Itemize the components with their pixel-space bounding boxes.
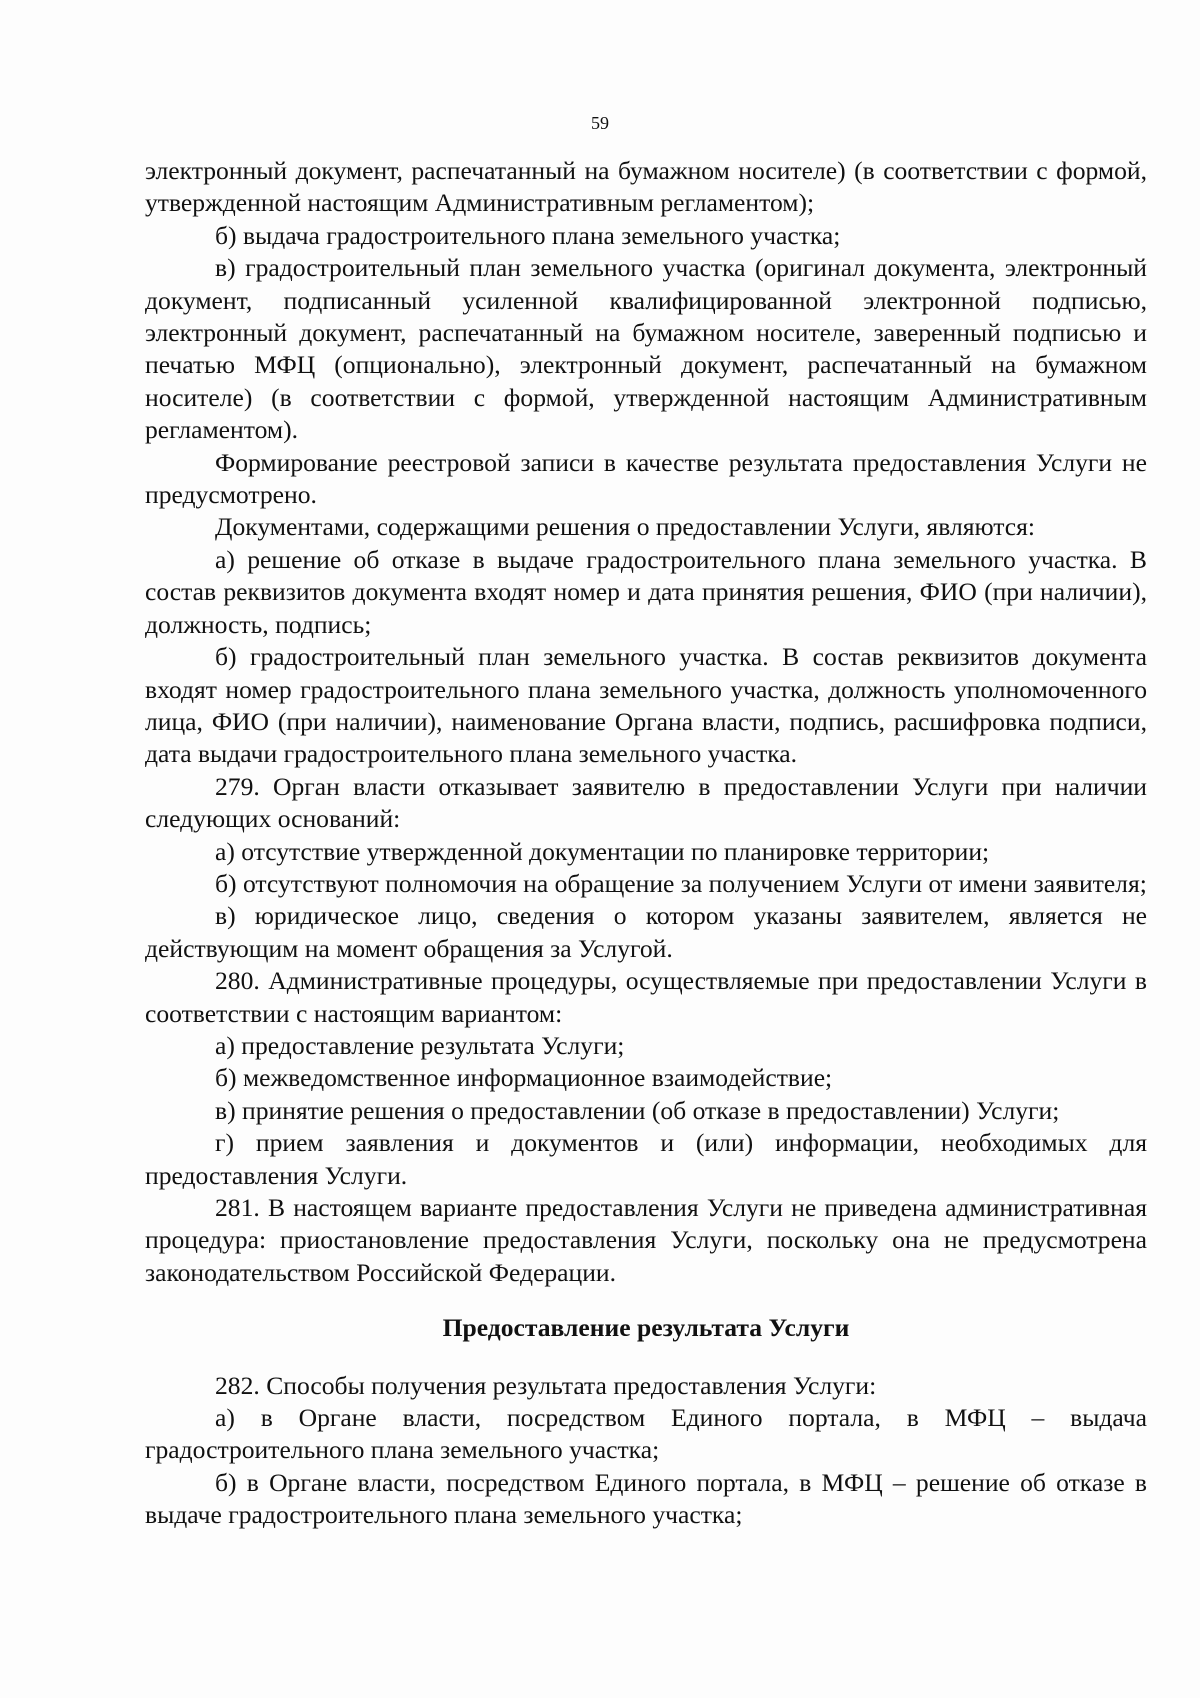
paragraph: г) прием заявления и документов и (или) информации, необходимых для предоставления Услуги.	[145, 1128, 1147, 1190]
paragraph: 282. Способы получения результата предоставления Услуги:	[215, 1370, 877, 1400]
section-heading: Предоставление результата Услуги	[442, 1313, 850, 1343]
paragraph: б) в Органе власти, посредством Единого портала, в МФЦ – решение об отказе в выдаче градостроительного плана земельного участка;	[145, 1467, 1147, 1530]
paragraph: 280. Административные процедуры, осуществляемые при предоставлении Услуги в соответствии с настоящим вариантом:	[145, 966, 1147, 1028]
paragraph: а) предоставление результата Услуги;	[215, 1030, 625, 1060]
paragraph: а) в Органе власти, посредством Единого портала, в МФЦ – выдача градостроительного плана земельного участка;	[145, 1403, 1147, 1465]
paragraph: Документами, содержащими решения о предоставлении Услуги, являются:	[215, 512, 1036, 542]
paragraph: б) градостроительный план земельного участка. В состав реквизитов документа входят номер градостроительного плана земельного участка, должность уполномоченного лица, ФИО (при наличии), наименование Органа власти, подпись, расшифровка подписи, дата выдачи градостроительного плана земельного участка.	[145, 642, 1147, 769]
paragraph: в) градостроительный план земельного участка (оригинал документа, электронный документ, подписанный усиленной квалифицированной электронной подписью, электронный документ, распечатанный на бумажном носителе, заверенный подписью и печатью МФЦ (опционально), электронный документ, распечатанный на бумажном носителе) (в соответствии с формой, утвержденной настоящим Административным регламентом).	[145, 253, 1147, 445]
paragraph: а) решение об отказе в выдаче градостроительного плана земельного участка. В состав реквизитов документа входят номер и дата принятия решения, ФИО (при наличии), должность, подпись;	[145, 544, 1147, 639]
paragraph: б) отсутствуют полномочия на обращение за получением Услуги от имени заявителя;	[215, 868, 1147, 898]
paragraph: б) выдача градостроительного плана земельного участка;	[215, 220, 841, 250]
paragraph: 279. Орган власти отказывает заявителю в предоставлении Услуги при наличии следующих оснований:	[145, 771, 1147, 834]
paragraph: Формирование реестровой записи в качестве результата предоставления Услуги не предусмотрено.	[145, 447, 1147, 510]
paragraph: в) принятие решения о предоставлении (об отказе в предоставлении) Услуги;	[215, 1095, 1060, 1125]
paragraph: б) межведомственное информационное взаимодействие;	[215, 1063, 833, 1093]
page-number: 59	[591, 113, 609, 133]
paragraph: в) юридическое лицо, сведения о котором указаны заявителем, является не действующим на момент обращения за Услугой.	[145, 901, 1147, 963]
paragraph: а) отсутствие утвержденной документации по планировке территории;	[215, 836, 990, 866]
paragraph: 281. В настоящем варианте предоставления Услуги не приведена административная процедура: приостановление предоставления Услуги, поскольку она не предусмотрена законодательством Российской Федерации.	[145, 1193, 1147, 1287]
document-body	[145, 155, 1147, 1532]
paragraph: электронный документ, распечатанный на бумажном носителе) (в соответствии с формой, утвержденной настоящим Административным регламентом);	[145, 156, 1147, 218]
